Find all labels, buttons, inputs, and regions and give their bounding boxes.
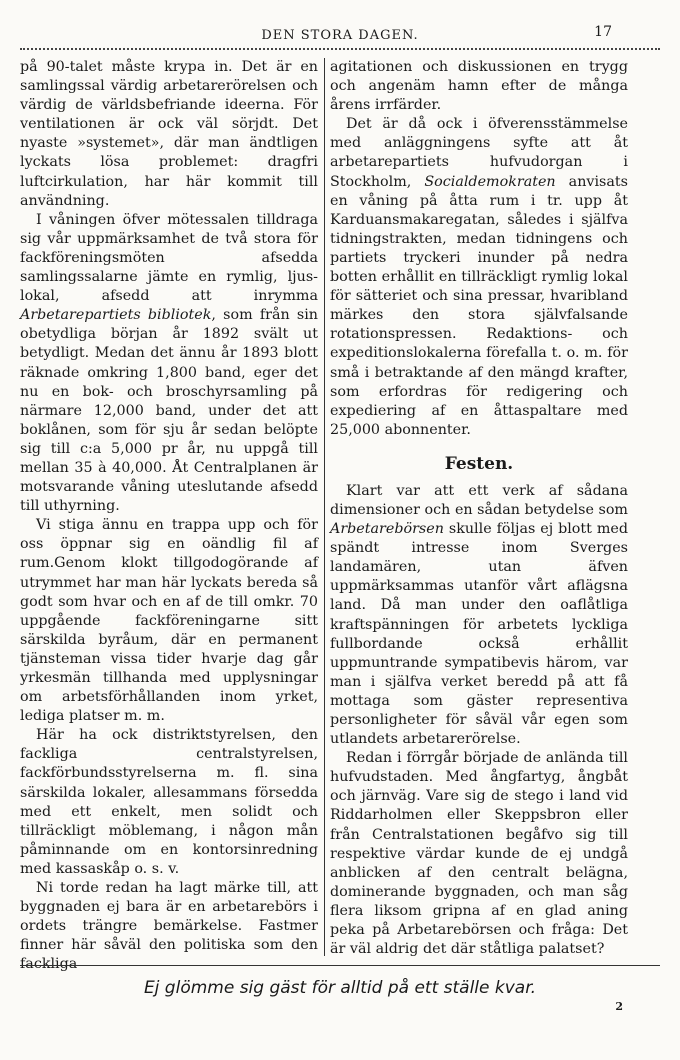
header-divider [20,48,660,50]
paragraph [330,115,628,440]
paragraph-text: , som från sin obetydliga början år 1892 svält ut betydligt. Medan det ännu år 1893 blott räknade omkring 1,800 band, eger det nu en bok- och broschyrsamling på närmare 12,000 band, under det att boklånen, som för sju år sedan belöpte sig till c:a 5,000 pr år, nu uppgå till mellan 35 à 40,000. Åt Centralplanen är motsvarande våning uteslutande afsedd till uthyrning. [20,307,319,515]
left-column [20,58,318,975]
emphasis-text: Arbetarepartiets bibliotek [20,307,212,324]
text-columns [20,58,660,973]
page-header [20,24,660,46]
paragraph [330,482,628,749]
footer-advertisement: Ej glömme sig gäst för alltid på ett ställe kvar. [143,978,537,998]
paragraph-text: Det är då ock i öfverensstämmelse med anläggningens syfte att åt arbetarepartiets hufvudorgan i Stockholm, [330,116,628,190]
paragraph: agitationen och diskussionen en trygg och angenäm hamn efter de många årens irrfärder. [330,59,628,114]
running-title: DEN STORA DAGEN. [261,28,419,43]
column-divider [324,58,325,956]
paragraph [20,211,318,517]
paragraph: Här ha ock distriktstyrelsen, den fackliga centralstyrelsen, fackförbundsstyrelserna m. fl. sina särskilda lokaler, allesammans försedda med ett enkelt, men solidt och tillräckligt möblemang, i någon mån påminnande om en kontorsinredning med kassaskåp o. s. v. [20,727,318,877]
right-column [330,58,628,959]
sheet-number: 2 [615,1000,623,1013]
paragraph: på 90-talet måste krypa in. Det är en samlingssal värdig arbetarerörelsen och värdig de världsbefriande ideerna. För ventilationen är ock väl sörjdt. Det nyaste »systemet», där man ändtligen lyckats lösa problemet: dragfri luftcirkulation, har här kommit till användning. [20,59,318,209]
paragraph-text: skulle följas ej blott med spändt intresse inom Sverges landamären, utan äfven uppmärksammas utanför vårt aflägsna land. Då man under den oaflåtliga kraftspänningen för arbetets lyckliga fullbordande också erhållit uppmuntrande sympatibevis härom, var man i själfva verket beredd på att få mottaga som gäster representiva personligheter för såväl vår egen som utlandets arbetarerörelse. [330,521,628,748]
emphasis-text: Socialdemokraten [424,173,556,190]
paragraph-text: anvisats en våning på åtta rum i tr. upp åt Karduansmakaregatan, således i själfva tidningstrakten, medan tidningens och partiets tryckeri inunder på nedra botten erhållit en tillräckligt rymlig lokal för sätteriet och sina pressar, hvaribland märkes den stora självfalsande rotationspressen. Redaktions- och expeditionslokalerna förefalla t. o. m. för små i betraktande af den mängd krafter, som erfordras för redigering och expediering af en åttaspaltare med 25,000 abonnenter. [330,173,628,438]
paragraph-text: I våningen öfver mötessalen tilldraga sig vår uppmärksamhet de två stora för fackföreningsmöten afsedda samlingssalarne jämte en rymlig, ljus- lokal, afsedd att inrymma [20,211,318,305]
emphasis-text: Arbetarebörsen [330,521,444,538]
section-heading: Festen. [444,453,514,474]
paragraph: Redan i förrgår började de anlända till hufvudstaden. Med ångfartyg, ångbåt och järnväg. Vare sig de stego i land vid Riddarholmen eller Skeppsbron eller från Centralstationen begåfvo sig till respektive värdar kunde de ej undgå anblicken af den centralt belägna, dominerande byggnaden, och man såg flera liksom gripna af en glad aning peka på Arbetarebörsen och fråga: Det är väl aldrig det där ståtliga palatset? [330,750,628,958]
paragraph: Vi stiga ännu en trappa upp och för oss öppnar sig en oändlig fil af rum.Genom klokt tillgodogörande af utrymmet har man här lyckats bereda så godt som hvar och en af de till omkr. 70 uppgående fackföreningarne sitt särskilda byråum, där en permanent tjänsteman vissa tider hvarje dag går yrkesmän tillhanda med upplysningar om arbetsförhållanden inom yrket, lediga platser m. m. [20,517,318,725]
paragraph-text: Klart var att ett verk af sådana dimensioner och en sådan betydelse som [330,482,628,518]
paragraph: Ni torde redan ha lagt märke till, att byggnaden ej bara är en arbetarebörs i ordets trängre bemärkelse. Fastmer finner här såväl den politiska som den fackliga [20,880,318,973]
footer-divider [20,965,660,966]
page-number: 17 [594,24,612,40]
